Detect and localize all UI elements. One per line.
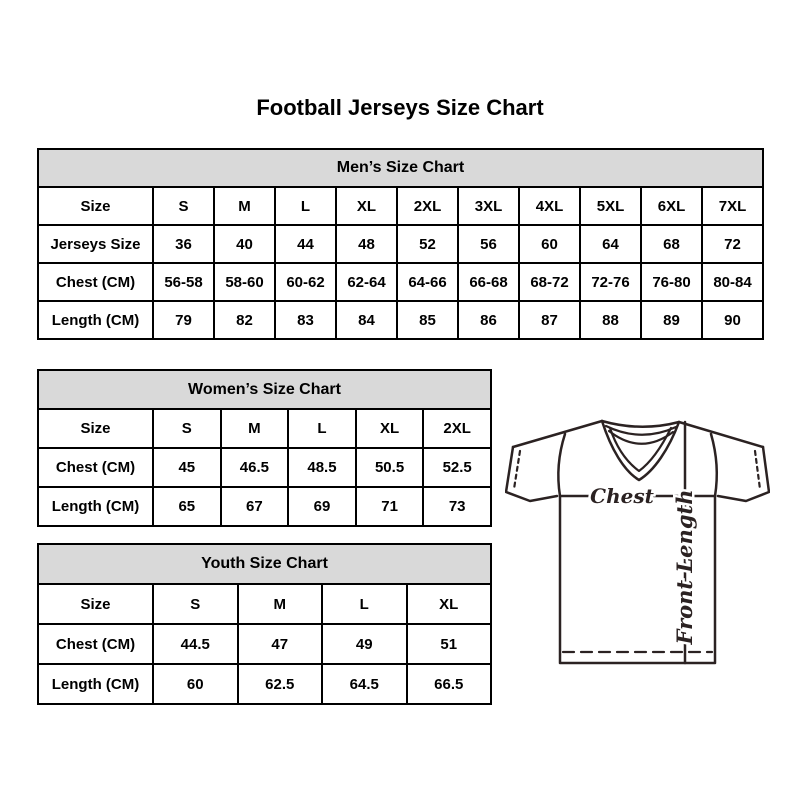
jersey-right-armhole bbox=[711, 434, 717, 496]
value-cell: 5XL bbox=[580, 187, 641, 225]
value-cell: 80-84 bbox=[702, 263, 763, 301]
value-cell: 62.5 bbox=[238, 664, 323, 704]
value-cell: 49 bbox=[322, 624, 407, 664]
jersey-left-sleeve-dashes bbox=[514, 451, 520, 489]
table-row bbox=[38, 448, 491, 487]
value-cell: 7XL bbox=[702, 187, 763, 225]
row-header-cell: Size bbox=[38, 187, 153, 225]
value-cell: 62-64 bbox=[336, 263, 397, 301]
value-cell: 76-80 bbox=[641, 263, 702, 301]
table-row bbox=[38, 187, 763, 225]
table-row bbox=[38, 301, 763, 339]
row-header-cell: Size bbox=[38, 584, 153, 624]
value-cell: 2XL bbox=[423, 409, 491, 448]
table-row bbox=[38, 225, 763, 263]
value-cell: 79 bbox=[153, 301, 214, 339]
value-cell: 4XL bbox=[519, 187, 580, 225]
row-header-cell: Size bbox=[38, 409, 153, 448]
value-cell: 87 bbox=[519, 301, 580, 339]
value-cell: 44.5 bbox=[153, 624, 238, 664]
value-cell: M bbox=[238, 584, 323, 624]
value-cell: 36 bbox=[153, 225, 214, 263]
value-cell: M bbox=[214, 187, 275, 225]
table-row bbox=[38, 487, 491, 526]
value-cell: 56 bbox=[458, 225, 519, 263]
jersey-right-sleeve-dashes bbox=[755, 451, 760, 489]
chest-label: Chest bbox=[590, 484, 654, 508]
mens-size-table bbox=[37, 148, 764, 340]
value-cell: 48.5 bbox=[288, 448, 356, 487]
value-cell: 50.5 bbox=[356, 448, 424, 487]
value-cell: 64 bbox=[580, 225, 641, 263]
value-cell: 60-62 bbox=[275, 263, 336, 301]
women-table-title: Women’s Size Chart bbox=[38, 370, 491, 409]
jersey-left-armhole bbox=[558, 434, 565, 496]
row-header-cell: Length (CM) bbox=[38, 487, 153, 526]
jersey-right-shoulder bbox=[679, 422, 763, 447]
jersey-collar-arc-1 bbox=[602, 421, 679, 427]
value-cell: 84 bbox=[336, 301, 397, 339]
value-cell: 86 bbox=[458, 301, 519, 339]
men-table-title: Men’s Size Chart bbox=[38, 149, 763, 187]
value-cell: 60 bbox=[519, 225, 580, 263]
table-row bbox=[38, 624, 491, 664]
value-cell: L bbox=[288, 409, 356, 448]
row-header-cell: Chest (CM) bbox=[38, 263, 153, 301]
value-cell: L bbox=[275, 187, 336, 225]
youth-size-table bbox=[37, 543, 492, 705]
row-header-cell: Length (CM) bbox=[38, 301, 153, 339]
value-cell: S bbox=[153, 409, 221, 448]
jersey-measurement-diagram bbox=[505, 415, 770, 670]
value-cell: L bbox=[322, 584, 407, 624]
table-row bbox=[38, 409, 491, 448]
value-cell: 45 bbox=[153, 448, 221, 487]
value-cell: 85 bbox=[397, 301, 458, 339]
value-cell: 46.5 bbox=[221, 448, 289, 487]
value-cell: 48 bbox=[336, 225, 397, 263]
value-cell: 82 bbox=[214, 301, 275, 339]
value-cell: 83 bbox=[275, 301, 336, 339]
value-cell: 66.5 bbox=[407, 664, 492, 704]
value-cell: 56-58 bbox=[153, 263, 214, 301]
value-cell: 44 bbox=[275, 225, 336, 263]
value-cell: 64.5 bbox=[322, 664, 407, 704]
jersey-left-sleeve bbox=[506, 447, 557, 501]
table-caption-row bbox=[38, 544, 491, 584]
front-length-label: Front Length bbox=[672, 489, 697, 645]
value-cell: 68 bbox=[641, 225, 702, 263]
value-cell: 71 bbox=[356, 487, 424, 526]
value-cell: 67 bbox=[221, 487, 289, 526]
row-header-cell: Chest (CM) bbox=[38, 624, 153, 664]
value-cell: 47 bbox=[238, 624, 323, 664]
row-header-cell: Length (CM) bbox=[38, 664, 153, 704]
table-caption-row bbox=[38, 370, 491, 409]
page-title: Football Jerseys Size Chart bbox=[256, 95, 544, 120]
value-cell: 6XL bbox=[641, 187, 702, 225]
value-cell: 72-76 bbox=[580, 263, 641, 301]
value-cell: 90 bbox=[702, 301, 763, 339]
table-caption-row bbox=[38, 149, 763, 187]
value-cell: 3XL bbox=[458, 187, 519, 225]
youth-table-title: Youth Size Chart bbox=[38, 544, 491, 584]
table-row bbox=[38, 263, 763, 301]
value-cell: 88 bbox=[580, 301, 641, 339]
value-cell: 66-68 bbox=[458, 263, 519, 301]
value-cell: 72 bbox=[702, 225, 763, 263]
row-header-cell: Chest (CM) bbox=[38, 448, 153, 487]
value-cell: 40 bbox=[214, 225, 275, 263]
value-cell: 64-66 bbox=[397, 263, 458, 301]
row-header-cell: Jerseys Size bbox=[38, 225, 153, 263]
value-cell: 65 bbox=[153, 487, 221, 526]
value-cell: M bbox=[221, 409, 289, 448]
value-cell: 69 bbox=[288, 487, 356, 526]
value-cell: S bbox=[153, 187, 214, 225]
value-cell: 68-72 bbox=[519, 263, 580, 301]
value-cell: XL bbox=[336, 187, 397, 225]
table-row bbox=[38, 584, 491, 624]
value-cell: 60 bbox=[153, 664, 238, 704]
value-cell: 2XL bbox=[397, 187, 458, 225]
value-cell: 58-60 bbox=[214, 263, 275, 301]
jersey-left-shoulder bbox=[513, 421, 602, 447]
value-cell: 52.5 bbox=[423, 448, 491, 487]
value-cell: XL bbox=[407, 584, 492, 624]
table-row bbox=[38, 664, 491, 704]
value-cell: XL bbox=[356, 409, 424, 448]
value-cell: 89 bbox=[641, 301, 702, 339]
value-cell: 51 bbox=[407, 624, 492, 664]
jersey-right-sleeve bbox=[718, 447, 769, 501]
value-cell: S bbox=[153, 584, 238, 624]
value-cell: 52 bbox=[397, 225, 458, 263]
womens-size-table bbox=[37, 369, 492, 527]
value-cell: 73 bbox=[423, 487, 491, 526]
